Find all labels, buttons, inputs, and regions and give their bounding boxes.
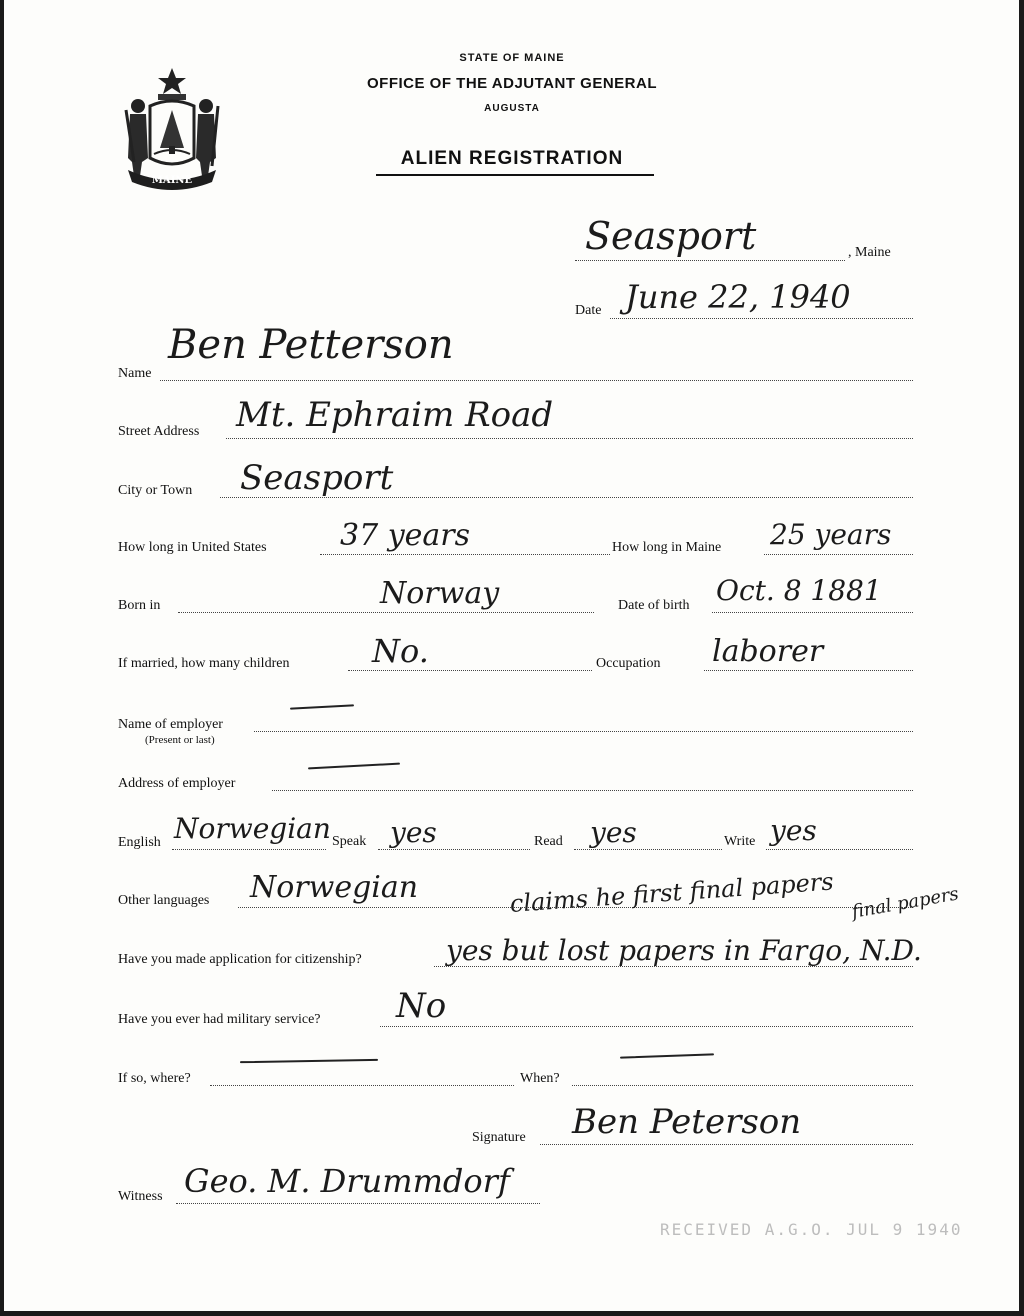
- town-line: [575, 260, 845, 261]
- date-value: June 22, 1940: [625, 278, 851, 316]
- military-value: No: [396, 986, 447, 1026]
- signature-label: Signature: [472, 1130, 526, 1145]
- employer-address-line: [272, 790, 913, 791]
- signature-value: Ben Peterson: [572, 1102, 802, 1142]
- military-line: [380, 1026, 913, 1027]
- name-line: [160, 380, 913, 381]
- write-value: yes: [770, 814, 817, 847]
- header-city: AUGUSTA: [484, 103, 540, 114]
- occupation-label: Occupation: [596, 656, 661, 671]
- witness-label: Witness: [118, 1189, 163, 1204]
- date-label: Date: [575, 303, 602, 318]
- scan-edge-bottom: [0, 1311, 1024, 1316]
- scan-edge-left: [0, 0, 4, 1316]
- form-title-underline: [376, 174, 654, 176]
- employer-dash: [290, 704, 354, 709]
- where-label: If so, where?: [118, 1071, 191, 1086]
- read-value: yes: [590, 816, 637, 849]
- when-dash: [620, 1053, 714, 1058]
- maine-label: , Maine: [848, 245, 891, 260]
- how-long-maine-label: How long in Maine: [612, 540, 722, 555]
- born-in-value: Norway: [380, 576, 500, 611]
- citizenship-note: final papers: [850, 883, 961, 923]
- speak-value: yes: [390, 816, 437, 849]
- born-in-label: Born in: [118, 598, 161, 613]
- employer-label: Name of employer: [118, 717, 223, 732]
- citizenship-value-line1: claims he first final papers: [509, 867, 835, 918]
- speak-label: Speak: [332, 834, 367, 849]
- english-label: English: [118, 835, 161, 850]
- when-line: [572, 1085, 913, 1086]
- street-line: [226, 438, 913, 439]
- svg-text:MAINE: MAINE: [151, 175, 193, 186]
- employer-line: [254, 731, 913, 732]
- where-line: [210, 1085, 514, 1086]
- how-long-maine-value: 25 years: [770, 518, 892, 551]
- employer-note: (Present or last): [145, 734, 215, 746]
- employer-address-label: Address of employer: [118, 776, 236, 791]
- name-value: Ben Petterson: [168, 322, 454, 368]
- how-long-us-label: How long in United States: [118, 540, 267, 555]
- dob-label: Date of birth: [618, 598, 690, 613]
- witness-value: Geo. M. Drummdorf: [184, 1162, 510, 1200]
- military-label: Have you ever had military service?: [118, 1012, 321, 1027]
- married-line: [348, 670, 592, 671]
- dob-line: [712, 612, 913, 613]
- header-state: STATE OF MAINE: [459, 52, 565, 64]
- employer-address-dash: [308, 763, 400, 770]
- date-line: [610, 318, 913, 319]
- received-stamp: RECEIVED A.G.O. JUL 9 1940: [660, 1220, 963, 1239]
- how-long-us-line: [320, 554, 610, 555]
- citizenship-value-line2: yes but lost papers in Fargo, N.D.: [446, 934, 922, 967]
- write-label: Write: [724, 834, 756, 849]
- born-in-line: [178, 612, 594, 613]
- occupation-value: laborer: [712, 634, 824, 669]
- when-label: When?: [520, 1071, 560, 1086]
- street-value: Mt. Ephraim Road: [236, 395, 554, 435]
- how-long-us-value: 37 years: [340, 518, 471, 553]
- read-label: Read: [534, 834, 563, 849]
- dob-value: Oct. 8 1881: [716, 574, 882, 607]
- occupation-line: [704, 670, 913, 671]
- english-line: [172, 849, 326, 850]
- write-line: [766, 849, 913, 850]
- speak-line: [378, 849, 530, 850]
- married-label: If married, how many children: [118, 656, 290, 671]
- other-languages-value: Norwegian: [250, 870, 419, 905]
- city-label: City or Town: [118, 483, 193, 498]
- name-label: Name: [118, 366, 152, 381]
- english-value: Norwegian: [174, 812, 331, 845]
- how-long-maine-line: [764, 554, 913, 555]
- scan-edge-right: [1019, 0, 1024, 1316]
- form-title: ALIEN REGISTRATION: [400, 148, 624, 169]
- where-dash: [240, 1059, 378, 1063]
- married-value: No.: [372, 632, 429, 670]
- city-value: Seasport: [240, 458, 394, 498]
- citizenship-label: Have you made application for citizenship?: [118, 952, 362, 967]
- street-label: Street Address: [118, 424, 200, 439]
- other-languages-label: Other languages: [118, 893, 210, 908]
- witness-line: [176, 1203, 540, 1204]
- read-line: [574, 849, 722, 850]
- signature-line: [540, 1144, 913, 1145]
- town-value: Seasport: [585, 214, 757, 258]
- header-office: OFFICE OF THE ADJUTANT GENERAL: [367, 75, 657, 92]
